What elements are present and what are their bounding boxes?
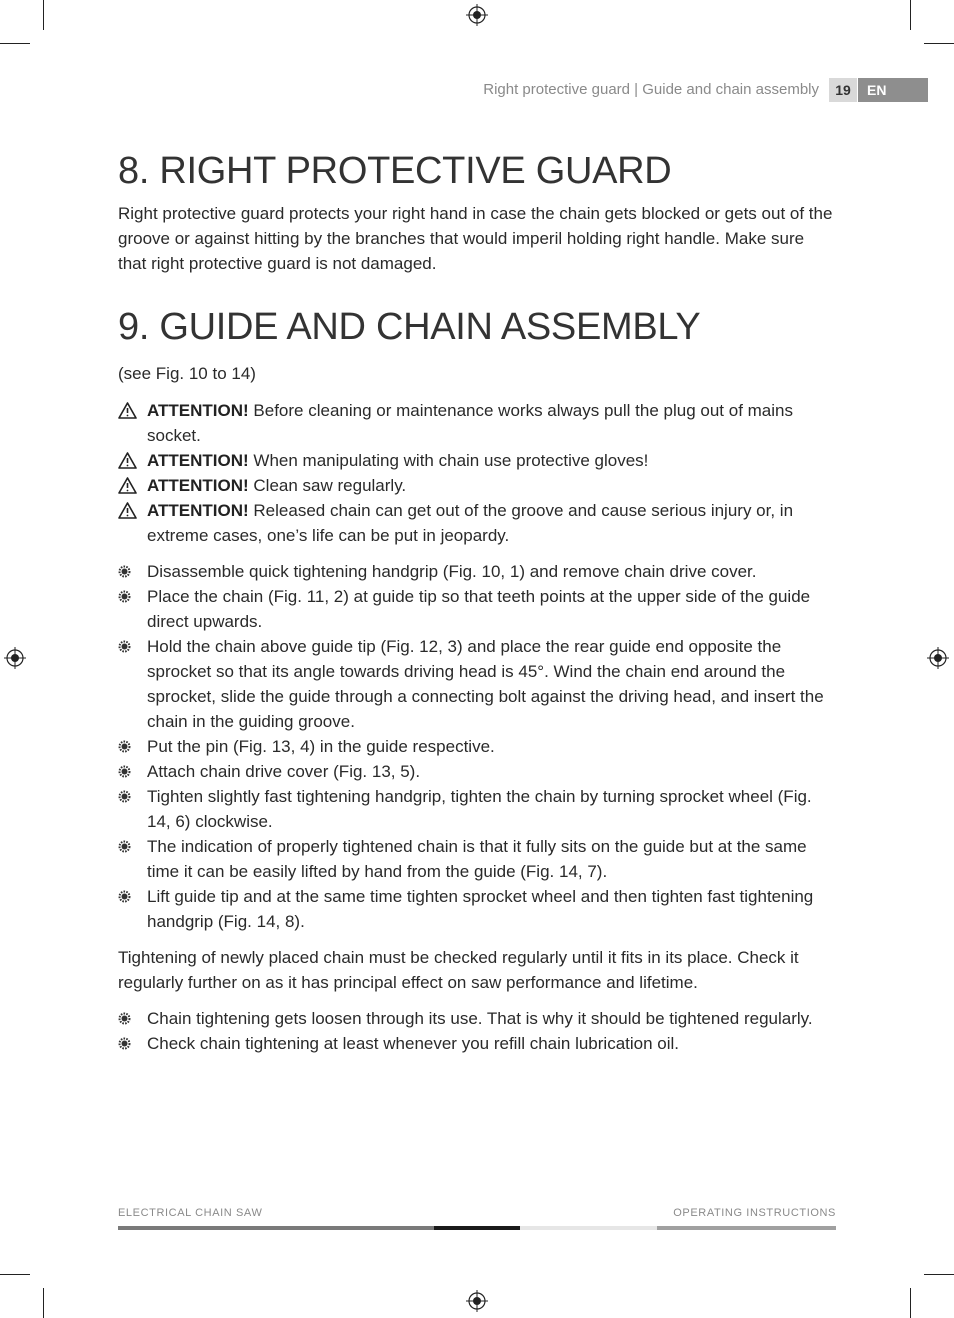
crop-mark xyxy=(43,0,44,30)
gear-bullet-icon xyxy=(118,1037,131,1050)
note-text: Check chain tightening at least whenever you refill chain lubrication oil. xyxy=(147,1034,680,1053)
list-item xyxy=(118,584,836,634)
warning-triangle-icon xyxy=(118,502,137,519)
footer-bar-segment xyxy=(434,1226,520,1230)
list-item xyxy=(118,884,836,934)
step-text: Lift guide tip and at the same time tighten sprocket wheel and then tighten fast tightening handgrip (Fig. 14, 8). xyxy=(147,887,814,931)
gear-bullet-icon xyxy=(118,1012,131,1025)
gear-bullet-icon xyxy=(118,840,131,853)
warning-item xyxy=(118,448,836,473)
registration-mark-icon xyxy=(466,4,488,26)
footer-doc-type: OPERATING INSTRUCTIONS xyxy=(673,1207,836,1219)
page-content xyxy=(118,150,836,1056)
list-item xyxy=(118,784,836,834)
warning-label: ATTENTION! xyxy=(147,401,249,420)
crop-mark xyxy=(43,1288,44,1318)
step-text: Tighten slightly fast tightening handgrip, tighten the chain by turning sprocket wheel (Fig. 14, 6) clockwise. xyxy=(147,787,812,831)
footer-bar-segment xyxy=(520,1226,657,1230)
registration-mark-icon xyxy=(927,647,949,669)
warning-text: Released chain can get out of the groove and cause serious injury or, in extreme cases, one’s life can be put in jeopardy. xyxy=(147,501,794,545)
warning-text: Clean saw regularly. xyxy=(253,476,407,495)
gear-bullet-icon xyxy=(118,590,131,603)
notes-list xyxy=(118,1006,836,1056)
crop-mark xyxy=(910,1288,911,1318)
step-text: Disassemble quick tightening handgrip (Fig. 10, 1) and remove chain drive cover. xyxy=(147,562,757,581)
footer-bar-segment xyxy=(657,1226,836,1230)
section-8-body: Right protective guard protects your right hand in case the chain gets blocked or gets out of the groove or against hitting by the branches that would imperil holding right handle. Make sure that right protective guard is not damaged. xyxy=(118,204,833,273)
crop-mark xyxy=(0,43,30,44)
list-item xyxy=(118,634,836,734)
gear-bullet-icon xyxy=(118,740,131,753)
step-text: Put the pin (Fig. 13, 4) in the guide respective. xyxy=(147,737,495,756)
registration-mark-icon xyxy=(4,647,26,669)
warning-triangle-icon xyxy=(118,452,137,469)
step-text: Attach chain drive cover (Fig. 13, 5). xyxy=(147,762,421,781)
step-text: Hold the chain above guide tip (Fig. 12, 3) and place the rear guide end opposite the sprocket so that its angle towards driving head is 45°. Wind the chain end around the sprocket, slide the guide through a connecting bolt against the driving head, and insert the chain in the guiding groove. xyxy=(147,637,824,731)
assembly-steps-list xyxy=(118,559,836,934)
warning-label: ATTENTION! xyxy=(147,476,249,495)
warning-text: When manipulating with chain use protective gloves! xyxy=(253,451,649,470)
crop-mark xyxy=(924,1274,954,1275)
step-text: Place the chain (Fig. 11, 2) at guide tip so that teeth points at the upper side of the guide direct upwards. xyxy=(147,587,811,631)
list-item xyxy=(118,734,836,759)
gear-bullet-icon xyxy=(118,890,131,903)
tightening-paragraph: Tightening of newly placed chain must be checked regularly until it fits in its place. Check it regularly further on as it has principal effect on saw performance and lifetime. xyxy=(118,948,799,992)
page-number: 19 xyxy=(829,78,857,102)
warning-triangle-icon xyxy=(118,477,137,494)
crop-mark xyxy=(924,43,954,44)
warning-item xyxy=(118,398,836,448)
section-9-title: 9. GUIDE AND CHAIN ASSEMBLY xyxy=(118,306,701,348)
list-item xyxy=(118,559,836,584)
registration-mark-icon xyxy=(466,1290,488,1312)
list-item xyxy=(118,759,836,784)
step-text: The indication of properly tightened chain is that it fully sits on the guide but at the same time it can be easily lifted by hand from the guide (Fig. 14, 7). xyxy=(147,837,807,881)
gear-bullet-icon xyxy=(118,790,131,803)
warning-label: ATTENTION! xyxy=(147,451,249,470)
warning-label: ATTENTION! xyxy=(147,501,249,520)
gear-bullet-icon xyxy=(118,765,131,778)
crop-mark xyxy=(0,1274,30,1275)
footer-product-name: ELECTRICAL CHAIN SAW xyxy=(118,1207,263,1219)
gear-bullet-icon xyxy=(118,640,131,653)
crop-mark xyxy=(910,0,911,30)
list-item xyxy=(118,834,836,884)
gear-bullet-icon xyxy=(118,565,131,578)
language-tab: EN xyxy=(858,78,928,102)
list-item xyxy=(118,1031,836,1056)
section-8-title: 8. RIGHT PROTECTIVE GUARD xyxy=(118,150,672,192)
page-header xyxy=(0,78,954,102)
running-title: Right protective guard | Guide and chain assembly xyxy=(483,81,819,98)
note-text: Chain tightening gets loosen through its use. That is why it should be tightened regularly. xyxy=(147,1009,813,1028)
warning-item xyxy=(118,498,836,548)
list-item xyxy=(118,1006,836,1031)
footer-bar-segment xyxy=(118,1226,434,1230)
warning-item xyxy=(118,473,836,498)
warning-triangle-icon xyxy=(118,402,137,419)
see-figures-note: (see Fig. 10 to 14) xyxy=(118,364,256,383)
warning-text: Before cleaning or maintenance works always pull the plug out of mains socket. xyxy=(147,401,793,445)
warnings-list xyxy=(118,398,836,548)
